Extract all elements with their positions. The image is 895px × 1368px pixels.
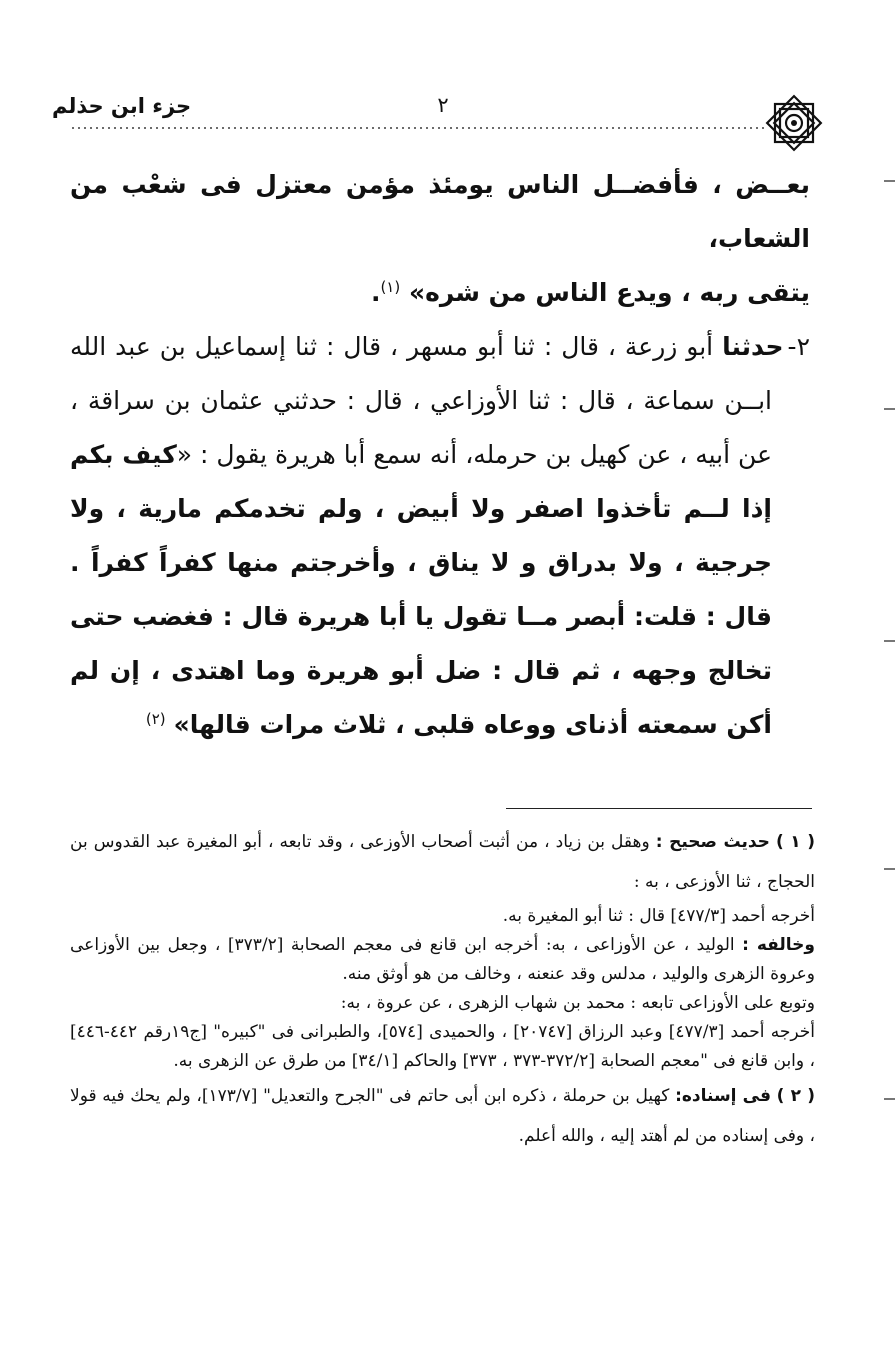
text-line: يتقى ربه ، ويدع الناس من شره» [408,278,810,307]
footnotes [70,822,815,1156]
page-number: ٢ [437,93,449,117]
footnote-1-support: وتوبع على الأوزاعى تابعه : محمد بن شهاب الزهرى ، عن عروة ، به: [340,993,815,1013]
footnote-keyword: فى إسناده: [675,1086,771,1106]
running-title: جزء ابن حذلم [52,94,192,118]
footnote-keyword: وخالفه : [742,935,815,955]
footnote-keyword: حديث صحيح : [655,832,770,852]
header-rule [70,126,765,130]
footnote-ref-1: (١) [380,278,401,296]
footnote-text: وهقل بن زياد ، من أثبت أصحاب الأوزعى ، وقد تابعه ، أبو المغيرة عبد القدوس بن الحجاج ، ثنا الأوزعى ، به : [70,832,815,892]
period: . [370,278,381,307]
footnote-number: ( ٢ ) [776,1086,815,1106]
footnote-text: الوليد ، عن الأوزاعى ، به: أخرجه ابن قانع فى معجم الصحابة [٣٧٣/٢] ، وجعل بين الأوزاعى وعروة الزهرى والوليد ، مدلس وقد عنعنه ، وخالف من هو أوثق منه. [70,935,815,984]
octagram-ornament-icon [763,92,825,154]
footnote-1-variant [70,931,815,989]
footnote-1 [70,822,815,902]
margin-mark [884,408,895,410]
main-text [70,158,810,752]
margin-mark [884,868,895,870]
text-line: بعــض ، فأفضــل الناس يومئذ مؤمن معتزل فى شعْب من الشعاب، [70,170,810,253]
margin-mark [884,640,895,642]
margin-mark [884,1098,895,1100]
footnote-1-sources: أخرجه أحمد [٤٧٧/٣] وعبد الرزاق [٢٠٧٤٧] ، والحميدى [٥٧٤]، والطبرانى فى "كبيره" [ج١٩رقم ٤٤٢-٤٤٦] ، وابن قانع فى "معجم الصحابة [٣٧٢/٢-٣٧٣ ، ٣٧٣] والحاكم [٣٤/١] من طرق عن الزهرى به. [70,1022,815,1071]
hadith-1-continuation [70,158,810,320]
footnote-ref-2: (٢) [145,710,166,728]
isnad-text: أبو زرعة ، قال : ثنا أبو مسهر ، قال : ثنا إسماعيل بن عبد الله ابــن سماعة ، قال : ثنا الأوزاعي ، قال : حدثني عثمان بن سراقة ، عن أبيه ، عن كهيل بن حرمله، أنه سمع أبا هريرة يقول : « [70,332,772,469]
footnote-2 [70,1076,815,1156]
hadith-2 [70,320,810,752]
footnote-number: ( ١ ) [775,832,815,852]
margin-mark [884,180,895,182]
hadith-number: ٢- [787,332,810,361]
matn-text: كيف بكم إذا لــم تأخذوا اصفر ولا أبيض ، ولم تخدمكم مارية ، ولا جرجية ، ولا بدراق و لا يناق ، وأخرجتم منها كفراً كفراً . قال : قلت: أبصر مــا تقول يا أبا هريرة قال : فغضب حتى تخالج وجهه ، ثم قال : ضل أبو هريرة وما اهتدى ، إن لم أكن سمعته أذناى ووعاه قلبى ، ثلاث مرات قالها» [70,440,772,739]
footnote-text: كهيل بن حرملة ، ذكره ابن أبى حاتم فى "الجرح والتعديل" [١٧٣/٧]، ولم يحك فيه قولا ، وفى إسناده من لم أهتد إليه ، والله أعلم. [70,1086,815,1146]
footnote-separator [506,808,812,809]
footnote-1-source: أخرجه أحمد [٤٧٧/٣] قال : ثنا أبو المغيرة به. [502,906,815,926]
narration-keyword: حدثنا [722,332,784,361]
